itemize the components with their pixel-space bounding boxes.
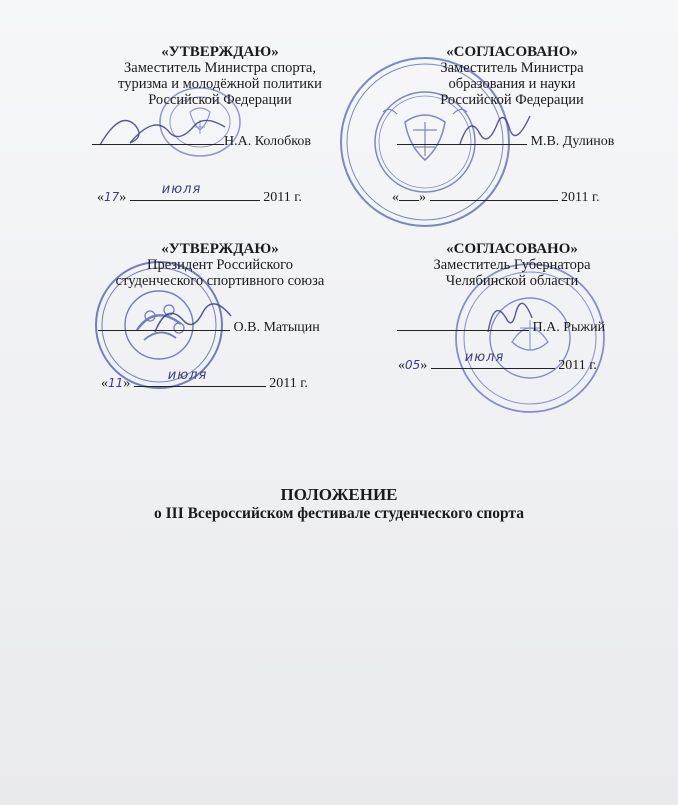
approval-block-top-left	[70, 44, 370, 108]
date-month-rule	[134, 368, 266, 387]
date-day: 11	[108, 376, 124, 390]
document-subtitle: о III Всероссийском фестивале студенческого спорта	[154, 505, 524, 522]
date-line-top-left	[97, 182, 302, 206]
date-month-rule	[430, 188, 558, 201]
signature-rule	[98, 318, 230, 331]
date-day: 17	[104, 190, 120, 204]
approval-line: Российской Федерации	[440, 92, 584, 108]
date-quote-close: »	[119, 190, 127, 205]
date-line-middle-left	[101, 368, 308, 392]
approval-line: Президент Российского	[147, 257, 293, 273]
signer-name: П.А. Рыжий	[532, 320, 606, 335]
approval-line: Заместитель Министра спорта,	[124, 60, 316, 76]
approval-heading: «УТВЕРЖДАЮ»	[161, 44, 279, 60]
signature-rule	[92, 132, 224, 145]
signer-name: Н.А. Колобков	[224, 134, 311, 149]
approval-block-middle-right	[372, 241, 652, 289]
date-year: 2011 г.	[561, 190, 600, 205]
date-year: 2011 г.	[269, 376, 308, 391]
date-month-rule	[130, 182, 260, 201]
approval-heading: «СОГЛАСОВАНО»	[446, 44, 578, 60]
date-quote-close: »	[420, 358, 428, 373]
approval-line: студенческого спортивного союза	[115, 273, 325, 289]
date-month: июля	[161, 182, 202, 197]
signature-line-top-right	[397, 132, 614, 150]
date-line-top-right	[392, 188, 600, 206]
date-quote-open: «	[392, 190, 399, 205]
date-month: июля	[464, 350, 505, 365]
date-day-rule	[399, 188, 419, 201]
date-quote-close: »	[419, 190, 426, 205]
signer-name: М.В. Дулинов	[530, 134, 615, 149]
date-month: июля	[167, 368, 208, 383]
date-quote-open: «	[101, 376, 108, 391]
date-quote-open: «	[398, 358, 405, 373]
approval-line: образования и науки	[448, 76, 576, 92]
date-quote-open: «	[97, 190, 104, 205]
signature-rule	[397, 318, 529, 331]
approval-line: Заместитель Губернатора	[433, 257, 591, 273]
approval-line: Российской Федерации	[148, 92, 292, 108]
date-month-rule	[431, 350, 555, 369]
approval-block-top-right	[372, 44, 652, 108]
approval-heading: «УТВЕРЖДАЮ»	[161, 241, 279, 257]
date-day: 05	[405, 358, 421, 372]
signature-rule	[397, 132, 527, 145]
approval-line: Заместитель Министра	[440, 60, 584, 76]
signer-name: О.В. Матыцин	[233, 320, 320, 335]
date-year: 2011 г.	[558, 358, 597, 373]
date-line-middle-right	[398, 350, 597, 374]
signature-line-top-left	[92, 132, 311, 150]
approval-line: Челябинской области	[445, 273, 579, 289]
approval-line: туризма и молодёжной политики	[118, 76, 322, 92]
date-quote-close: »	[123, 376, 131, 391]
approval-block-middle-left	[70, 241, 370, 289]
signature-line-middle-left	[98, 318, 320, 336]
signature-line-middle-right	[397, 318, 605, 336]
approval-heading: «СОГЛАСОВАНО»	[446, 241, 578, 257]
document-title: ПОЛОЖЕНИЕ	[280, 485, 398, 504]
date-year: 2011 г.	[263, 190, 302, 205]
